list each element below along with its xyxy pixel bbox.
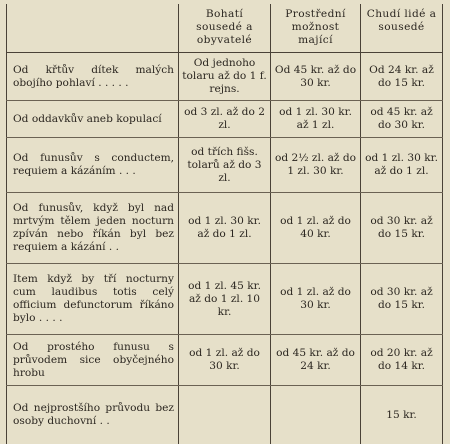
middle-fee: od 45 kr. až do 24 kr.: [271, 335, 361, 386]
table-row: [7, 138, 443, 193]
poor-fee: od 20 kr. až do 14 kr.: [361, 335, 443, 386]
poor-fee: od 45 kr. až do 30 kr.: [361, 101, 443, 138]
poor-fee: od 30 kr. až do 15 kr.: [361, 264, 443, 335]
rich-fee: [179, 386, 271, 444]
table-row: [7, 335, 443, 386]
row-label: Od křtův dítek malých obojího pohlaví . . . . .: [7, 53, 179, 101]
poor-fee: od 1 zl. 30 kr. až do 1 zl.: [361, 138, 443, 193]
header-middle: Prostřední možnost mající: [271, 4, 361, 53]
middle-fee: od 1 zl. až do 30 kr.: [271, 264, 361, 335]
middle-fee: Od 45 kr. až do 30 kr.: [271, 53, 361, 101]
row-label: Od funusův, když byl nad mrtvým tělem jeden nocturn zpíván nebo říkán byl bez requiem a kázání . .: [7, 193, 179, 264]
rich-fee: od třích fišs. tolarů až do 3 zl.: [179, 138, 271, 193]
table-row: [7, 264, 443, 335]
header-rich: Bohatí sousedé a obyvatelé: [179, 4, 271, 53]
header-poor: Chudí lidé a sousedé: [361, 4, 443, 53]
rich-fee: od 1 zl. 30 kr. až do 1 zl.: [179, 193, 271, 264]
row-label: Od prostého funusu s průvodem sice obyčejného hrobu: [7, 335, 179, 386]
table-row: [7, 101, 443, 138]
rich-fee: Od jednoho tolaru až do 1 f. rejns.: [179, 53, 271, 101]
table-row: [7, 193, 443, 264]
table-row: [7, 53, 443, 101]
poor-fee: 15 kr.: [361, 386, 443, 444]
header-blank: [7, 4, 179, 53]
fee-table: [6, 4, 443, 444]
rich-fee: od 1 zl. 45 kr. až do 1 zl. 10 kr.: [179, 264, 271, 335]
row-label: Od oddavkův aneb kopulací: [7, 101, 179, 138]
poor-fee: Od 24 kr. až do 15 kr.: [361, 53, 443, 101]
middle-fee: od 1 zl. až do 40 kr.: [271, 193, 361, 264]
row-label: Item když by tří nocturny cum laudibus totis celý officium defunctorum říkáno bylo . . . .: [7, 264, 179, 335]
middle-fee: [271, 386, 361, 444]
row-label: Od nejprostšího průvodu bez osoby duchovní . .: [7, 386, 179, 444]
header-row: [7, 4, 443, 53]
middle-fee: od 2½ zl. až do 1 zl. 30 kr.: [271, 138, 361, 193]
row-label: Od funusův s conductem, requiem a kázáním . . .: [7, 138, 179, 193]
table-row: [7, 386, 443, 444]
rich-fee: od 1 zl. až do 30 kr.: [179, 335, 271, 386]
middle-fee: od 1 zl. 30 kr. až 1 zl.: [271, 101, 361, 138]
rich-fee: od 3 zl. až do 2 zl.: [179, 101, 271, 138]
poor-fee: od 30 kr. až do 15 kr.: [361, 193, 443, 264]
